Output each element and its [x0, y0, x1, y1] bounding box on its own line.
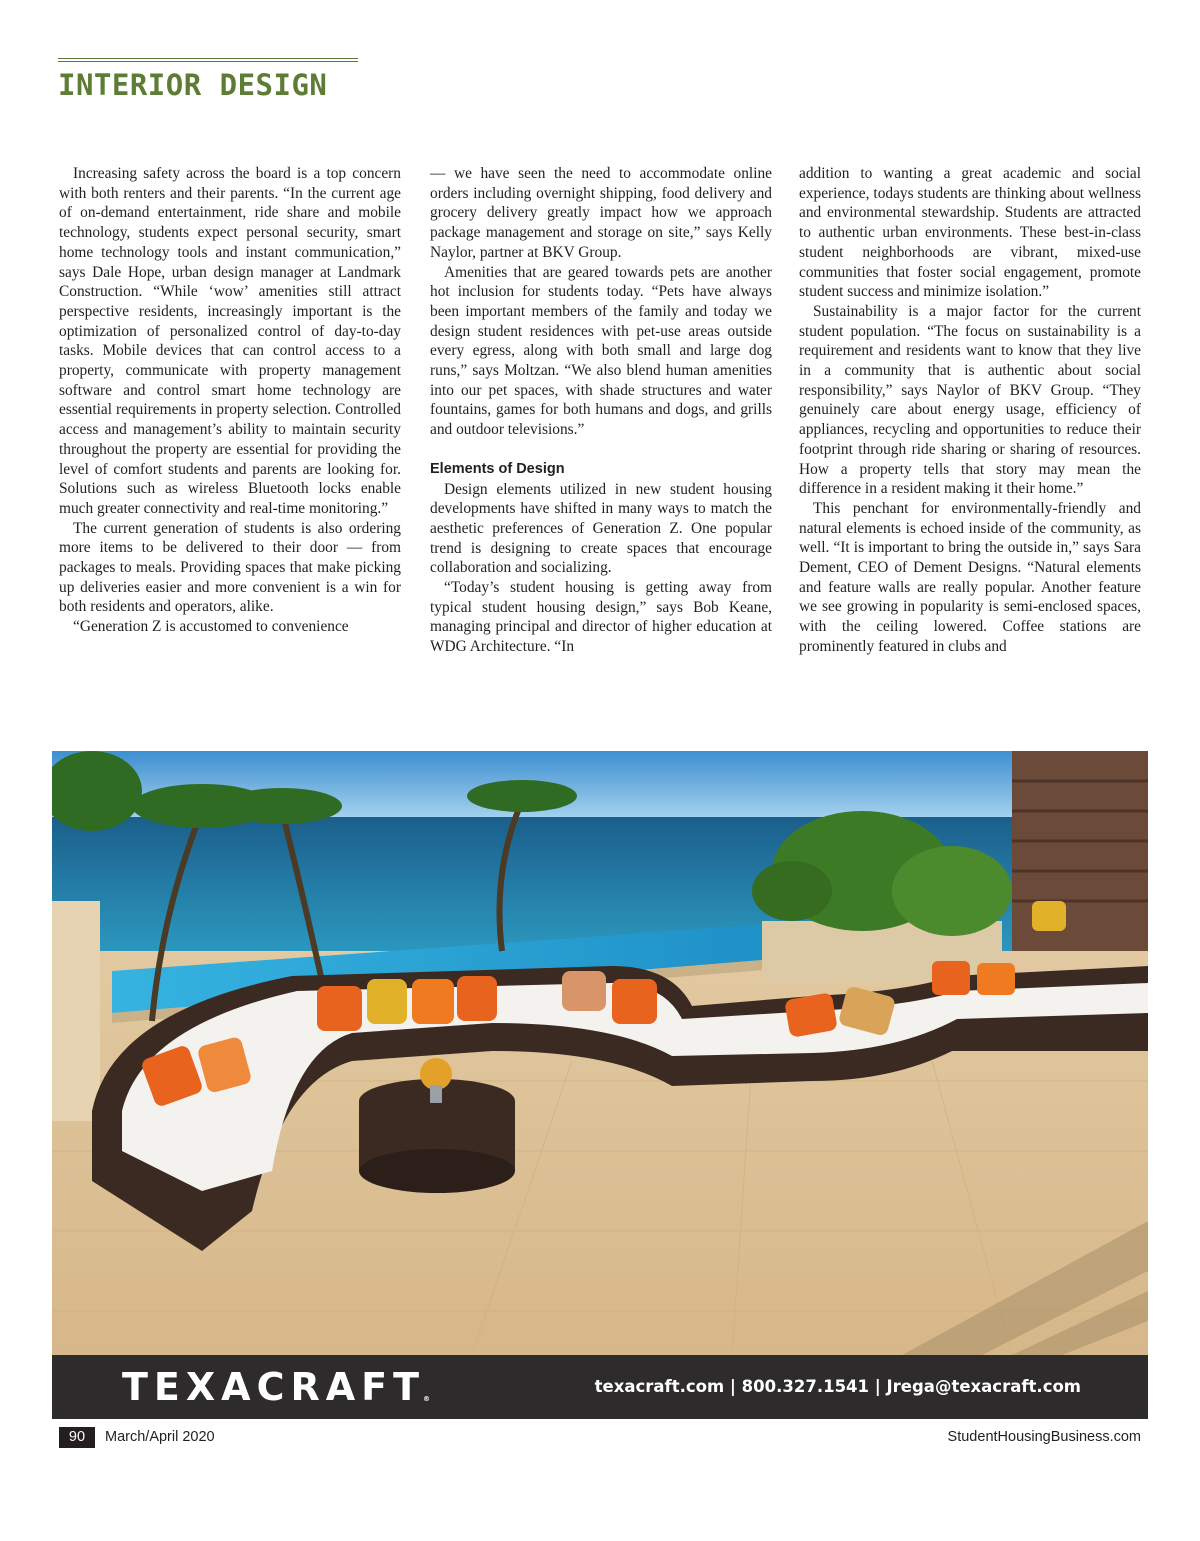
article-paragraph: Sustainability is a major factor for the current student population. “The focus on sustainability is a requirement and residents want to know that they live in a community that is authentic about social responsibility,” says Naylor of BKV Group. “They genuinely care about energy usage, efficiency of appliances, recycling and opportunities to reduce their footprint through ride sharing or sharing of resources. How a property tells that story may mean the difference in a resident making it their home.”: [799, 302, 1141, 498]
section-header: [58, 58, 358, 102]
article-paragraph: The current generation of students is also ordering more items to be delivered to their door — from packages to meals. Providing spaces that make picking up deliveries easier and more convenient is a win for both residents and operators, alike.: [59, 519, 401, 616]
texacraft-logo: [122, 1359, 432, 1415]
ad-photo-patio-seating: [52, 751, 1148, 1355]
article-paragraph: Amenities that are geared towards pets are another hot inclusion for students today. “Pets have always been important members of the family and today we design student residences with pet-use areas outside every egress, along with both small and large dog runs,” says Moltzan. “We also blend human amenities into our pet spaces, with shade structures and water fountains, games for both humans and dogs, and grills and outdoor televisions.”: [430, 263, 772, 439]
article-paragraph-continued: addition to wanting a great academic and social experience, todays students are thinking about wellness and environmental stewardship. Students are attracted to authentic urban environments. These best-in-class student neighborhoods are vibrant, mixed-use communities that foster social engagement, promote student success and minimize isolation.”: [799, 165, 1141, 301]
ad-contact-info[interactable]: texacraft.com | 800.327.1541 | Jrega@texacraft.com: [594, 1377, 1081, 1396]
article-column-3: [799, 164, 1141, 657]
article-paragraph: This penchant for environmentally-friendly and natural elements is echoed inside of the community, as well. “It is important to bring the outside in,” says Sara Dement, CEO of Dement Designs. “Natural elements and feature walls are really popular. Another feature we see growing in popularity is semi-enclosed spaces, with the ceiling lowered. Coffee stations are prominently featured in clubs and: [799, 499, 1141, 655]
page-footer: [59, 1427, 1141, 1449]
publication-site: StudentHousingBusiness.com: [947, 1429, 1141, 1445]
article-paragraph: “Today’s student housing is getting away from typical student housing design,” says Bob Keane, managing principal and director of higher education at WDG Architecture. “In: [430, 579, 772, 656]
section-title: INTERIOR DESIGN: [58, 68, 328, 102]
article-column-2: [430, 164, 772, 657]
issue-date: March/April 2020: [105, 1429, 215, 1445]
article-subhead: Elements of Design: [430, 460, 565, 477]
article-paragraph: “Generation Z is accustomed to convenience: [73, 618, 349, 636]
article-paragraph: Design elements utilized in new student housing developments have shifted in many ways to match the aesthetic preferences of Generation Z. One popular trend is designing to create spaces that encourage collaboration and socializing.: [430, 480, 772, 577]
section-header-rule: [58, 58, 358, 62]
article-paragraph: Increasing safety across the board is a top concern with both renters and their parents. “In the current age of on-demand entertainment, ride share and mobile technology, students expect personal security, smart home technology tools and instant communication,” says Dale Hope, urban design manager at Landmark Construction. “While ‘wow’ amenities still attract perspective residents, increasingly important is the optimization of personalized control of day-to-day tasks. Mobile devices that can control access to a property, communicate with property management software and control smart home technology are essential requirements in property selection. Controlled access and management’s ability to maintain security throughout the property are essential for providing the level of comfort students and parents are looking for. Solutions such as wireless Bluetooth locks enable much greater connectivity and real-time monitoring.”: [59, 165, 401, 517]
article-paragraph-continued: — we have seen the need to accommodate online orders including overnight shipping, food delivery and grocery delivery greatly impact how we approach package management and storage on site,” says Kelly Naylor, partner at BKV Group.: [430, 165, 772, 261]
brand-name: TEXACRAFT: [122, 1365, 426, 1409]
texacraft-advertisement[interactable]: [52, 751, 1148, 1419]
article-column-1: [59, 164, 401, 637]
ad-brand-bar: [52, 1355, 1148, 1419]
registered-mark: ®: [423, 1395, 431, 1403]
page-number: 90: [59, 1427, 95, 1448]
